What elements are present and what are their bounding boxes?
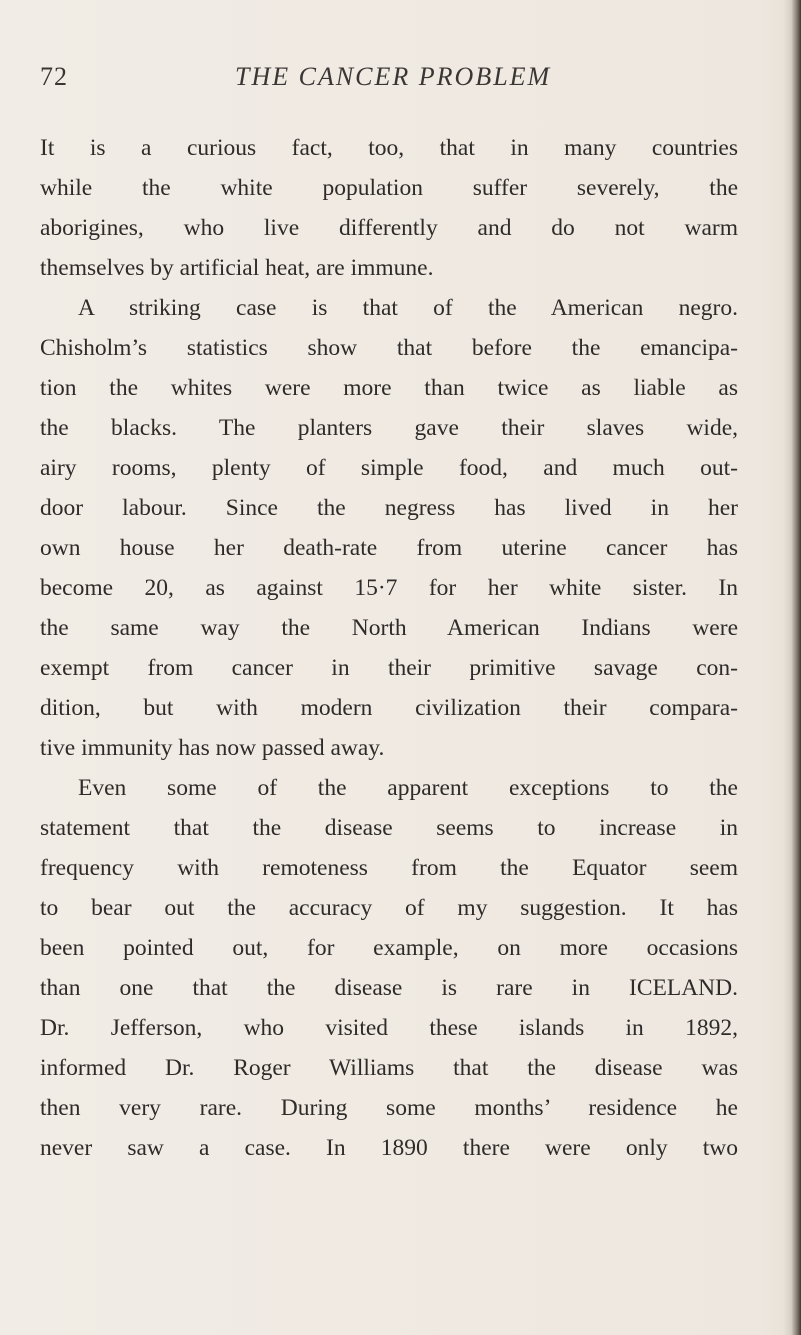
text-line: tive immunity has now passed away.	[40, 735, 385, 761]
text-line: exempt from cancer in their primitive savage con-	[40, 655, 738, 681]
text-line: been pointed out, for example, on more occasions	[40, 935, 738, 961]
page-header	[40, 62, 730, 102]
text-line: the same way the North American Indians were	[40, 615, 738, 641]
text-line: to bear out the accuracy of my suggestion. It has	[40, 895, 738, 921]
text-line: themselves by artificial heat, are immune.	[40, 255, 434, 281]
text-line: Chisholm’s statistics show that before the emancipa-	[40, 335, 738, 361]
text-line: never saw a case. In 1890 there were only two	[40, 1135, 738, 1161]
text-line: then very rare. During some months’ residence he	[40, 1095, 738, 1121]
text-line: the blacks. The planters gave their slaves wide,	[40, 415, 738, 441]
text-line: own house her death-rate from uterine cancer has	[40, 535, 738, 561]
text-line: Dr. Jefferson, who visited these islands in 1892,	[40, 1015, 738, 1041]
text-line: A striking case is that of the American negro.	[78, 295, 738, 321]
text-line: airy rooms, plenty of simple food, and much out-	[40, 455, 738, 481]
text-line: while the white population suffer severely, the	[40, 175, 738, 201]
text-line: Even some of the apparent exceptions to the	[78, 775, 738, 801]
text-line: become 20, as against 15·7 for her white sister. In	[40, 575, 738, 601]
text-line: informed Dr. Roger Williams that the disease was	[40, 1055, 738, 1081]
text-line: door labour. Since the negress has lived in her	[40, 495, 738, 521]
text-line: statement that the disease seems to increase in	[40, 815, 738, 841]
text-line: aborigines, who live differently and do not warm	[40, 215, 738, 241]
text-line: dition, but with modern civilization their compara-	[40, 695, 738, 721]
body-text	[40, 128, 738, 1168]
page-number: 72	[40, 62, 68, 91]
text-line: tion the whites were more than twice as liable as	[40, 375, 738, 401]
text-line: frequency with remoteness from the Equator seem	[40, 855, 738, 881]
text-line: than one that the disease is rare in ICELAND.	[40, 975, 738, 1001]
page-edge-shadow	[783, 0, 801, 1335]
running-head: THE CANCER PROBLEM	[235, 62, 552, 91]
text-line: It is a curious fact, too, that in many countries	[40, 135, 738, 161]
